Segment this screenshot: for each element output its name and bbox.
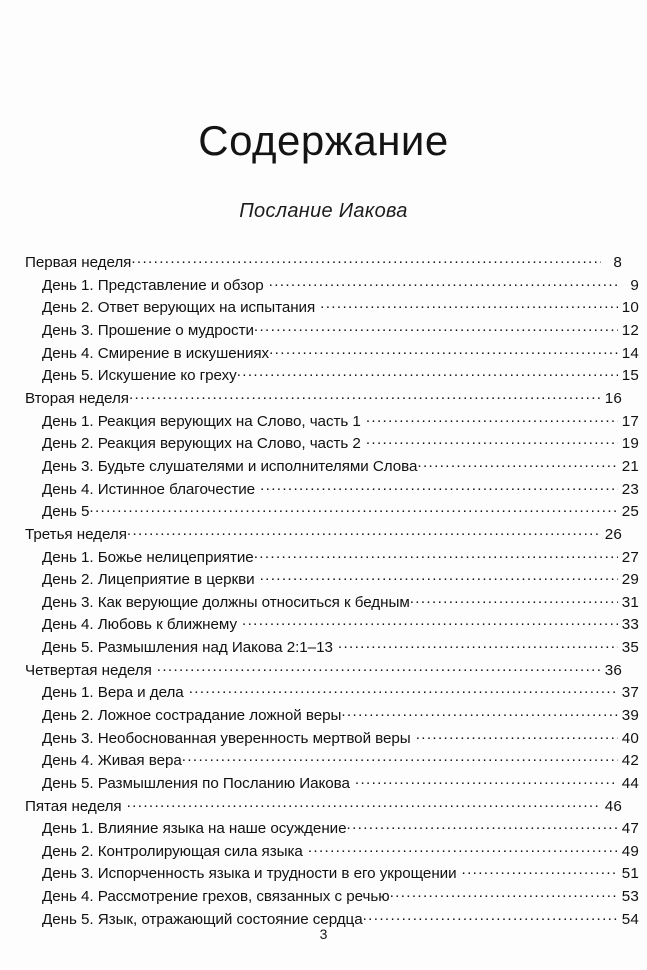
- toc-dot-leader: [269, 275, 618, 290]
- toc-entry-label: День 5. Искушение ко греху: [42, 367, 237, 385]
- toc-dot-leader: [320, 297, 618, 312]
- toc-entry-label: День 1. Вера и дела: [42, 684, 184, 702]
- toc-dot-leader: [254, 320, 618, 335]
- toc-dot-leader: [260, 569, 618, 584]
- toc-entry-day[interactable]: [25, 841, 639, 864]
- toc-entry-label: День 4. Смирение в искушениях: [42, 344, 270, 362]
- toc-entry-label: День 1. Божье нелицеприятие: [42, 548, 254, 566]
- toc-entry-label: День 4. Рассмотрение грехов, связанных с речью: [42, 888, 390, 906]
- toc-dot-leader: [417, 456, 618, 471]
- page-subtitle: Послание Иакова: [239, 200, 408, 223]
- toc-dot-leader: [308, 841, 618, 856]
- toc-entry-day[interactable]: [25, 818, 639, 841]
- toc-entry-label: День 3. Будьте слушателями и исполнителями Слова: [42, 457, 418, 475]
- toc-dot-leader: [89, 501, 618, 516]
- toc-entry-page-number: 36: [604, 661, 622, 679]
- toc-entry-page-number: 47: [621, 820, 639, 838]
- toc-entry-label: День 3. Прошение о мудрости: [42, 322, 254, 340]
- toc-entry-label: День 2. Ложное сострадание ложной веры: [42, 707, 342, 724]
- toc-entry-page-number: 44: [621, 774, 639, 792]
- toc-dot-leader: [366, 410, 618, 425]
- toc-entry-page-number: 40: [621, 729, 639, 747]
- toc-entry-page-number: 42: [621, 752, 639, 770]
- toc-entry-label: Третья неделя: [25, 525, 127, 543]
- toc-entry-page-number: 51: [621, 865, 639, 883]
- toc-entry-label: Четвертая неделя: [25, 661, 152, 679]
- toc-entry-day[interactable]: [25, 886, 639, 909]
- page-title: Содержание: [198, 117, 449, 164]
- toc-entry-day[interactable]: [25, 592, 639, 615]
- toc-entry-page-number: 14: [621, 344, 639, 362]
- toc-entry-week[interactable]: [25, 795, 622, 818]
- toc-entry-day[interactable]: [25, 478, 639, 501]
- toc-entry-day[interactable]: [25, 320, 639, 343]
- toc-entry-day[interactable]: [25, 343, 639, 366]
- toc-entry-page-number: 54: [621, 910, 639, 928]
- toc-entry-page-number: 53: [621, 888, 639, 906]
- toc-entry-day[interactable]: [25, 501, 639, 524]
- toc-entry-day[interactable]: [25, 705, 639, 728]
- toc-entry-day[interactable]: [25, 297, 639, 320]
- toc-entry-page-number: 9: [630, 276, 639, 294]
- toc-entry-page-number: 33: [621, 616, 639, 634]
- toc-entry-day[interactable]: [25, 456, 639, 479]
- toc-entry-label: День 1. Представление и обзор: [42, 276, 264, 294]
- page-number-folio: 3: [319, 926, 328, 942]
- toc-entry-page-number: 26: [604, 525, 622, 543]
- toc-entry-label: День 4. Живая вера: [42, 752, 182, 770]
- toc-entry-page-number: 49: [621, 842, 639, 860]
- toc-entry-page-number: 37: [621, 684, 639, 702]
- toc-entry-page-number: 10: [621, 299, 639, 317]
- toc-dot-leader: [462, 863, 618, 878]
- toc-dot-leader: [127, 795, 601, 810]
- toc-entry-label: День 5. Язык, отражающий состояние сердца: [42, 910, 363, 928]
- toc-entry-day[interactable]: [25, 863, 639, 886]
- toc-entry-page-number: 19: [621, 435, 639, 453]
- toc-entry-week[interactable]: [25, 524, 622, 547]
- toc-entry-day[interactable]: [25, 773, 639, 796]
- toc-entry-page-number: 12: [621, 322, 639, 340]
- toc-dot-leader: [131, 252, 601, 267]
- toc-entry-day[interactable]: [25, 682, 639, 705]
- toc-dot-leader: [355, 773, 618, 788]
- toc-dot-leader: [338, 637, 618, 652]
- toc-dot-leader: [157, 660, 601, 675]
- toc-entry-day[interactable]: [25, 433, 639, 456]
- toc-entry-day[interactable]: [25, 637, 639, 660]
- toc-entry-label: День 5. Размышления по Посланию Иакова: [42, 774, 350, 792]
- toc-dot-leader: [237, 365, 618, 380]
- toc-entry-page-number: 35: [621, 639, 639, 657]
- toc-entry-page-number: 16: [604, 390, 622, 408]
- toc-entry-day[interactable]: [25, 727, 639, 750]
- toc-entry-day[interactable]: [25, 410, 639, 433]
- toc-dot-leader: [242, 614, 618, 629]
- toc-dot-leader: [366, 433, 618, 448]
- toc-entry-day[interactable]: [25, 569, 639, 592]
- toc-entry-page-number: 17: [621, 412, 639, 430]
- toc-entry-label: День 3. Испорченность языка и трудности в его укрощении: [42, 865, 457, 883]
- toc-entry-page-number: 46: [604, 797, 622, 815]
- toc-entry-label: День 3. Как верующие должны относиться к бедным: [42, 593, 410, 611]
- toc-dot-leader: [341, 705, 618, 720]
- toc-dot-leader: [129, 388, 601, 403]
- toc-entry-week[interactable]: [25, 252, 622, 275]
- toc-entry-page-number: 21: [621, 457, 639, 475]
- toc-entry-label: День 5: [42, 503, 90, 521]
- toc-entry-week[interactable]: [25, 388, 622, 411]
- toc-entry-day[interactable]: [25, 365, 639, 388]
- toc-entry-page-number: 39: [621, 707, 639, 724]
- toc-entry-week[interactable]: [25, 660, 622, 683]
- toc-entry-label: Первая неделя: [25, 254, 132, 272]
- toc-entry-label: День 2. Ответ верующих на испытания: [42, 299, 316, 317]
- toc-entry-page-number: 25: [621, 503, 639, 521]
- toc-entry-day[interactable]: [25, 750, 639, 773]
- table-of-contents: [25, 252, 639, 931]
- toc-entry-label: День 1. Реакция верующих на Слово, часть 1: [42, 412, 361, 430]
- toc-dot-leader: [269, 343, 618, 358]
- toc-entry-label: День 4. Истинное благочестие: [42, 480, 256, 498]
- toc-dot-leader: [127, 524, 601, 539]
- toc-entry-label: День 2. Лицеприятие в церкви: [42, 571, 255, 589]
- toc-entry-day[interactable]: [25, 614, 639, 637]
- toc-entry-label: День 1. Влияние языка на наше осуждение: [42, 820, 347, 838]
- toc-entry-page-number: 23: [621, 480, 639, 498]
- toc-dot-leader: [347, 818, 618, 833]
- toc-entry-page-number: 15: [621, 367, 639, 385]
- toc-entry-label: Пятая неделя: [25, 797, 122, 815]
- toc-entry-page-number: 27: [621, 548, 639, 566]
- toc-entry-label: День 5. Размышления над Иакова 2:1–13: [42, 639, 333, 657]
- toc-dot-leader: [390, 886, 618, 901]
- toc-dot-leader: [410, 592, 618, 607]
- toc-entry-day[interactable]: [25, 275, 639, 298]
- toc-entry-page-number: 29: [621, 571, 639, 589]
- toc-entry-page-number: 31: [621, 593, 639, 611]
- toc-entry-label: Вторая неделя: [25, 390, 129, 408]
- toc-dot-leader: [363, 909, 618, 924]
- toc-entry-label: День 2. Контролирующая сила языка: [42, 842, 303, 860]
- title-block: [0, 0, 647, 223]
- toc-dot-leader: [182, 750, 618, 765]
- toc-entry-page-number: 8: [613, 254, 622, 272]
- toc-dot-leader: [260, 478, 618, 493]
- toc-dot-leader: [189, 682, 618, 697]
- toc-entry-label: День 3. Необоснованная уверенность мертвой веры: [42, 729, 411, 747]
- toc-entry-label: День 4. Любовь к ближнему: [42, 616, 238, 634]
- toc-entry-day[interactable]: [25, 546, 639, 569]
- toc-dot-leader: [416, 727, 618, 742]
- toc-entry-label: День 2. Реакция верующих на Слово, часть 2: [42, 435, 361, 453]
- toc-dot-leader: [254, 546, 618, 561]
